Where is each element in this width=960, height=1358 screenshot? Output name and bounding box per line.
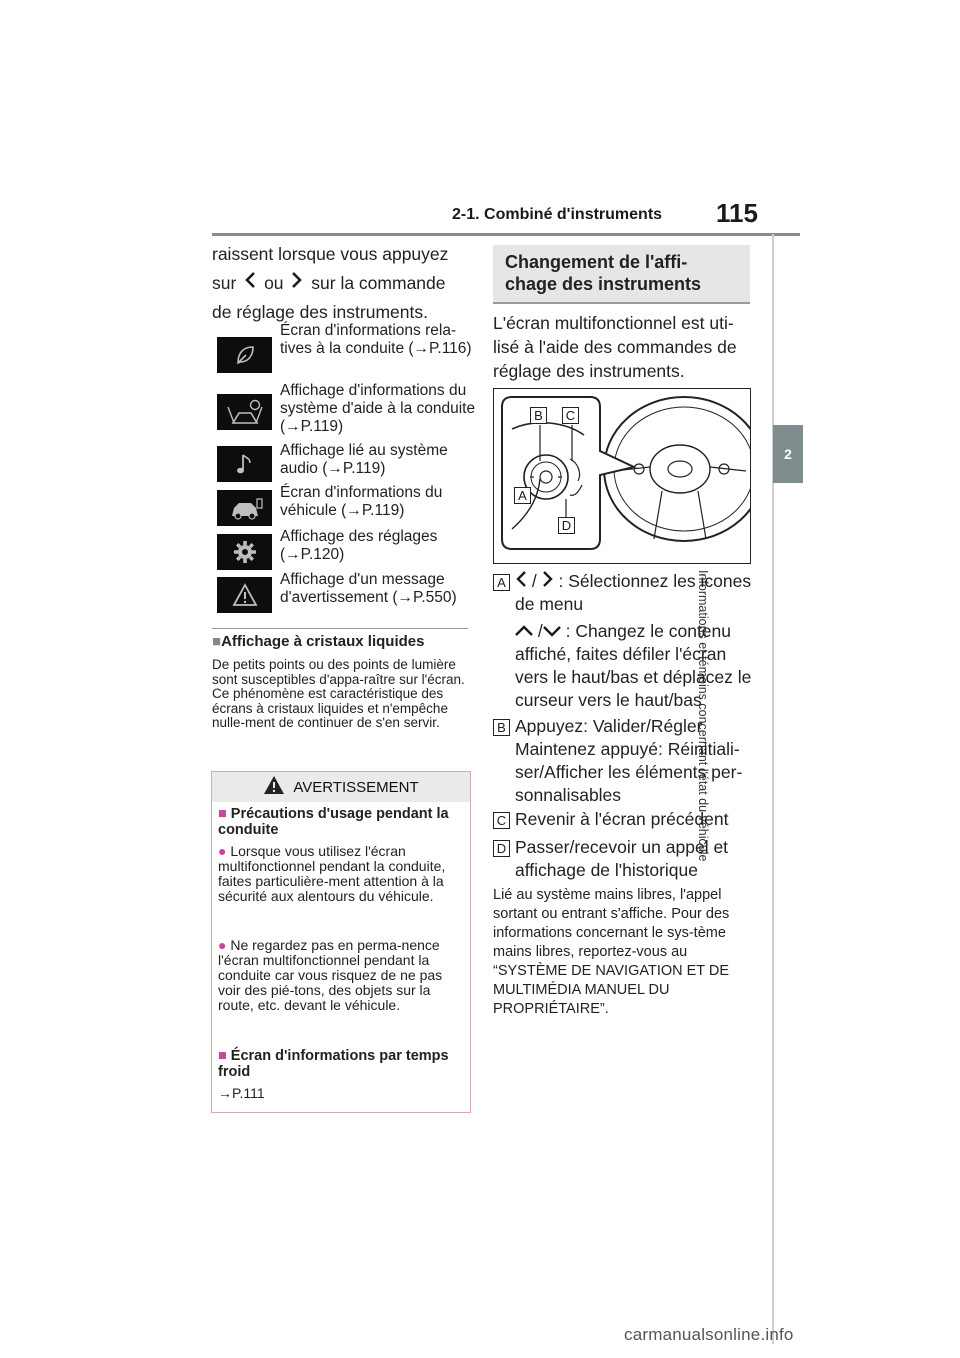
item-letter: B	[493, 719, 510, 736]
item-a-line2: / : Changez le contenu affiché, faites défiler l'écran vers le haut/bas et déplacez le curseur vers le haut/bas	[515, 621, 752, 710]
section-heading-box	[493, 245, 750, 304]
bullet-dot-icon: ●	[218, 937, 227, 953]
square-bullet-icon: ■	[218, 1048, 227, 1064]
section-description: L'écran multifonctionnel est uti-lisé à l'aide des commandes de réglage des instruments.	[493, 313, 737, 381]
section-heading	[505, 251, 701, 295]
figure-label-a: A	[514, 487, 531, 504]
icon-list-text: Affichage d'informations du système d'aide à la conduite (→P.119)	[280, 382, 476, 435]
chevron-left-icon	[515, 571, 527, 591]
item-letter: D	[493, 840, 510, 857]
warning-section-title-text: Écran d'informations par temps froid	[218, 1048, 449, 1080]
bullet-dot-icon: ●	[218, 843, 227, 859]
intro-paragraph	[212, 240, 474, 327]
intro-ou: ou	[264, 273, 284, 293]
warning-bullet-text: Lorsque vous utilisez l'écran multifonctionnel pendant la conduite, faites particulière-ment attention à la sécurité aux alentours du véhicule.	[218, 843, 446, 904]
warning-bullet	[218, 938, 466, 1013]
header-rule	[212, 233, 800, 236]
item-a	[493, 570, 755, 712]
warning-section-title	[218, 1048, 470, 1080]
warning-ref: →P.111	[218, 1085, 265, 1101]
intro-line-2	[212, 269, 474, 298]
chevron-left-icon	[241, 269, 259, 298]
icon-list-text: Affichage lié au système audio (→P.119)	[280, 442, 448, 477]
warning-section-title	[218, 806, 470, 838]
warning-icon	[217, 577, 272, 613]
side-divider	[772, 234, 774, 1344]
chapter-title-vertical: Informations et témoins concernant l'état du véhicule	[696, 570, 710, 862]
chevron-up-icon	[515, 621, 533, 641]
item-c	[493, 808, 755, 831]
lcd-heading-text: Affichage à cristaux liquides	[221, 633, 425, 650]
item-a-line1: / : Sélectionnez les icones de menu	[515, 571, 752, 614]
vehicle-info-icon	[217, 490, 272, 526]
handsfree-note: Lié au système mains libres, l'appel sortant ou entrant s'affiche. Pour des informations concernant le sys-tème mains libres, reportez-vous au “SYSTÈME DE NAVIGATION ET DE MULTIMÉDIA MANUEL DU PROPRIÉTAIRE”.	[493, 887, 730, 1017]
square-bullet-icon: ■	[218, 806, 227, 822]
item-letter: A	[493, 574, 510, 591]
warning-section-title-text: Précautions d'usage pendant la conduite	[218, 806, 449, 838]
item-d	[493, 836, 755, 882]
item-d-text: Passer/recevoir un appel et affichage de l'historique	[515, 837, 729, 880]
icon-list-text: Écran d'informations rela-tives à la conduite (→P.116)	[280, 322, 472, 357]
intro-line-1: raissent lorsque vous appuyez	[212, 244, 449, 264]
chapter-number-tab: 2	[773, 425, 803, 483]
item-b	[493, 715, 755, 807]
warning-bullet-text: Ne regardez pas en perma-nence l'écran multifonctionnel pendant la conduite car vous risquez de ne pas voir des pié-tons, des objets sur la route, etc. devant le véhicule.	[218, 937, 443, 1013]
warning-box	[211, 771, 471, 1113]
warning-title: AVERTISSEMENT	[293, 778, 419, 796]
intro-line-2-end: sur la commande	[311, 273, 446, 293]
leaf-icon	[217, 337, 272, 373]
watermark: carmanualsonline.info	[624, 1325, 794, 1344]
square-bullet-icon: ■	[212, 633, 222, 650]
item-c-text: Revenir à l'écran précédent	[515, 809, 729, 829]
icon-list-text: Affichage des réglages (→P.120)	[280, 528, 438, 563]
chevron-down-icon	[543, 621, 561, 641]
driver-assist-icon	[217, 394, 272, 430]
chevron-right-icon	[542, 571, 554, 591]
gear-icon	[217, 534, 272, 570]
page-number: 115	[716, 198, 758, 228]
item-letter: C	[493, 812, 510, 829]
item-b-text: Appuyez: Valider/Régler Maintenez appuyé: Réinitiali-ser/Afficher les éléments per-sonnalisables	[515, 716, 743, 805]
figure-label-d: D	[558, 517, 575, 534]
lcd-rule	[212, 628, 468, 629]
section-title: 2-1. Combiné d'instruments	[452, 206, 663, 223]
intro-line-3: de réglage des instruments.	[212, 302, 428, 322]
music-note-icon	[217, 446, 272, 482]
section-heading-line: Changement de l'affi-	[505, 252, 688, 272]
warning-bullet	[218, 844, 466, 904]
warning-triangle-icon	[263, 775, 285, 799]
section-heading-line: chage des instruments	[505, 274, 702, 294]
figure-label-c: C	[562, 407, 579, 424]
item-a-text2: : Changez le contenu affiché, faites défiler l'écran vers le haut/bas et déplacez le curseur vers le haut/bas	[515, 621, 752, 710]
lcd-body: De petits points ou des points de lumière sont susceptibles d'appa-raître sur l'écran. Ce phénomène est caractéristique des écrans à cristaux liquides et n'empêche nulle-ment de continuer de s'en servir.	[212, 657, 465, 731]
figure-label-b: B	[530, 407, 547, 424]
lcd-heading	[212, 633, 424, 650]
chevron-right-icon	[288, 269, 306, 298]
steering-wheel-illustration	[493, 388, 751, 564]
icon-list-text: Affichage d'un message d'avertissement (→P.550)	[280, 571, 457, 606]
icon-list-text: Écran d'informations du véhicule (→P.119)	[280, 484, 443, 519]
item-a-text1: : Sélectionnez les icones de menu	[515, 571, 752, 614]
intro-sur: sur	[212, 273, 237, 293]
warning-header	[212, 772, 470, 802]
